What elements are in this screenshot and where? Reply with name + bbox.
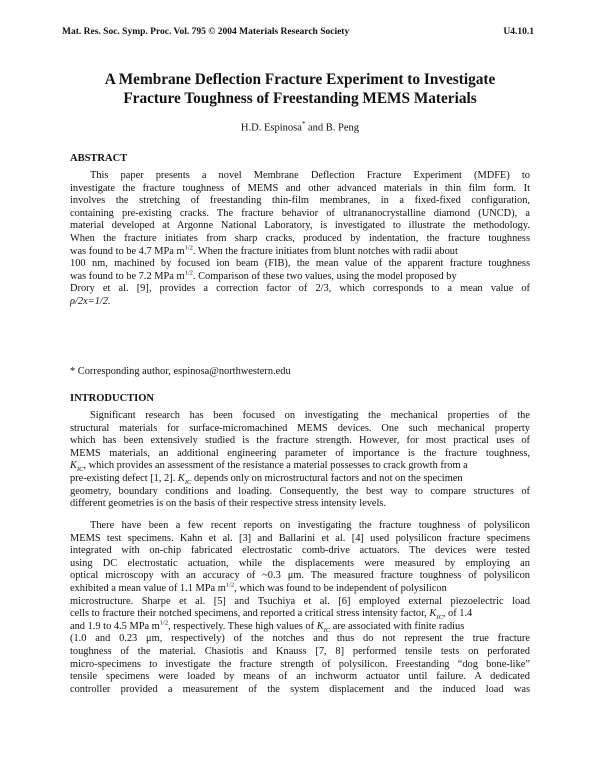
corresponding-author-footnote: * Corresponding author, espinosa@northwestern.edu xyxy=(70,366,291,377)
corresponding-marker: * xyxy=(301,120,306,128)
intro-line: which has been extensively studied is the fracture strength. However, for most practical uses of xyxy=(70,435,530,447)
title-line-1: A Membrane Deflection Fracture Experiment to Investigate xyxy=(104,71,496,88)
intro-line: pre-existing defect [1, 2]. $K_{IC}$ depends only on microstructural factors and not on the specimen xyxy=(70,472,463,487)
authors xyxy=(62,120,538,134)
intro-line: different geometries is on the basis of their respective stress intensity levels. xyxy=(70,498,387,510)
abstract-line: 100 nm, machined by focused ion beam (FIB), the mean value of the apparent fracture toughness xyxy=(70,258,530,270)
intro-line: geometry, boundary conditions and loading. Consequently, the best way to compare structures of xyxy=(70,485,530,497)
intro-line: (1.0 and 0.23 μm, respectively) of the notches and thus do not represent the true fracture xyxy=(70,633,530,645)
intro-line: controller provided a measurement of the system displacement and the induced load was xyxy=(70,683,530,695)
intro-line: There have been a few recent reports on investigating the fracture toughness of polysilicon xyxy=(90,520,530,531)
abstract-line: was found to be 7.2 MPa $m^{1/2}$. Comparison of these two values, using the model proposed by xyxy=(70,269,457,282)
intro-line: Significant research has been focused on investigating the mechanical properties of the xyxy=(90,410,530,421)
intro-line: toughness of the material. Chasiotis and Knauss [7, 8] performed tensile tests on perforated xyxy=(70,645,530,657)
intro-paragraph-1 xyxy=(70,410,530,511)
intro-line: structural materials for surface-micromachined MEMS devices. One such mechanical property xyxy=(70,422,530,434)
journal-header: Mat. Res. Soc. Symp. Proc. Vol. 795 © 2004 Materials Research Society xyxy=(62,27,350,37)
intro-line: cells to fracture their notched specimens, and reported a critical stress intensity factor, $K_{IC}$, of 1.4 xyxy=(70,608,473,622)
abstract-line: investigate the fracture toughness of MEMS and other advanced materials in thin film form. It xyxy=(70,182,530,194)
paper-title xyxy=(62,70,538,108)
abstract-line: involves the stretching of freestanding thin-film membranes, in a fixed-fixed configuration, xyxy=(70,195,530,207)
intro-line: microstructure. Sharpe et al. [5] and Tsuchiya et al. [6] employed external piezoelectric load xyxy=(70,595,530,607)
page-code: U4.10.1 xyxy=(503,27,534,37)
abstract-line: material developed at Argonne National Laboratory, is investigated to illustrate the methodology. xyxy=(70,220,530,232)
intro-line: exhibited a mean value of 1.1 MPa $m^{1/2}$, which was found to be independent of polysilicon xyxy=(70,581,447,594)
abstract-line: Drory et al. [9], provides a correction factor of 2/3, which corresponds to a mean value of xyxy=(70,283,530,295)
intro-line: using DC electrostatic actuation, while the displacements were measured by employing an xyxy=(70,557,530,569)
abstract-line: containing pre-existing cracks. The fracture behavior of ultrananocrystalline diamond (UNCD), a xyxy=(70,207,530,219)
title-line-2: Fracture Toughness of Freestanding MEMS Materials xyxy=(123,90,477,107)
introduction-heading: INTRODUCTION xyxy=(70,393,155,404)
abstract-line: When the fracture initiates from sharp cracks, produced by indentation, the fracture toughness xyxy=(70,232,530,244)
intro-line: $K_{IC}$, which provides an assessment of the resistance a material possesses to crack growth from a xyxy=(70,460,468,474)
intro-line: MEMS materials, an additional engineering parameter of importance is the fracture toughness, xyxy=(70,447,530,459)
intro-line: micro-specimens to investigate the fracture strength of polysilicon. Freestanding “dog bone-like” xyxy=(70,658,530,670)
intro-line: and 1.9 to 4.5 MPa $m^{1/2}$, respectively. These high values of $K_{IC}$ are associated with finite radius xyxy=(70,619,465,634)
abstract-heading: ABSTRACT xyxy=(70,153,128,164)
author-first: H.D. Espinosa xyxy=(240,122,302,134)
abstract-paragraph xyxy=(70,170,530,309)
author-rest: and B. Peng xyxy=(305,122,360,134)
abstract-line: was found to be 4.7 MPa $m^{1/2}$. When the fracture initiates from blunt notches with radii about xyxy=(70,244,458,257)
intro-paragraph-2 xyxy=(70,520,530,696)
intro-line: optical microscopy with an accuracy of ~0.3 μm. The measured fracture toughness of polysilicon xyxy=(70,570,530,582)
intro-line: integrated with on-chip fabricated electrostatic comb-drive actuators. The devices were tested xyxy=(70,545,530,557)
abstract-line: ρ/2x=1/2. xyxy=(70,295,111,307)
intro-line: tensile specimens were loaded by means of an inchworm actuator until failure. A dedicated xyxy=(70,671,530,683)
abstract-line: This paper presents a novel Membrane Deflection Fracture Experiment (MDFE) to xyxy=(90,170,530,181)
intro-line: MEMS test specimens. Kahn et al. [3] and Ballarini et al. [4] used polysilicon fracture specimens xyxy=(70,532,530,544)
